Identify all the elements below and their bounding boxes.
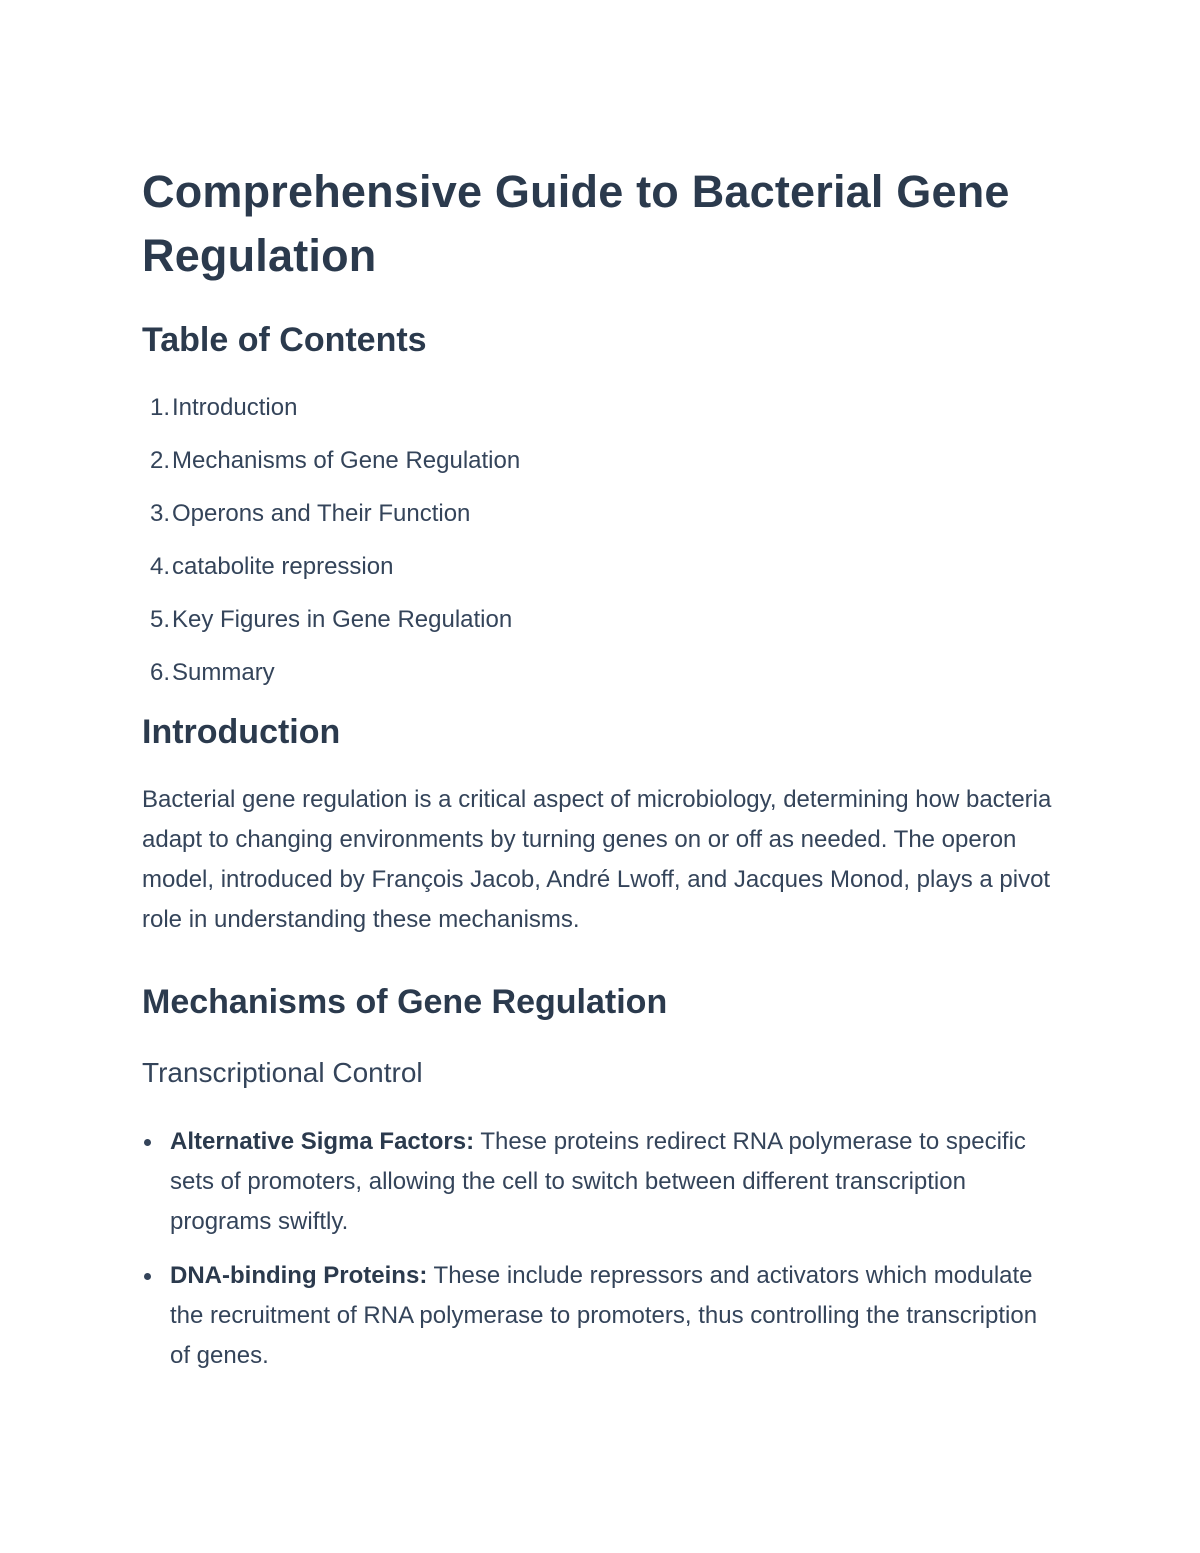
transcriptional-control-subheading: Transcriptional Control	[142, 1057, 423, 1088]
toc-item-key-figures[interactable]	[142, 604, 1057, 636]
mechanisms-heading: Mechanisms of Gene Regulation	[142, 983, 668, 1021]
toc-item-label: Introduction	[172, 394, 298, 421]
list-item	[142, 1122, 1057, 1242]
toc-heading: Table of Contents	[142, 321, 427, 359]
mechanisms-bullet-list	[142, 1122, 1057, 1376]
bullet-term: DNA-binding Proteins:	[170, 1262, 428, 1289]
list-item	[142, 1256, 1057, 1376]
introduction-heading: Introduction	[142, 713, 341, 751]
table-of-contents	[142, 392, 1057, 689]
document-page	[142, 160, 1057, 1390]
toc-item-label: Key Figures in Gene Regulation	[172, 606, 513, 633]
toc-item-number: 4.	[149, 553, 170, 580]
introduction-paragraph: Bacterial gene regulation is a critical aspect of microbiology, determining how bacteria adapt to changing environments by turning genes on or off as needed. The operon model, introduced by François Jacob, André Lwoff, and Jacques Monod, plays a pivot role in understanding these mechanisms.	[142, 786, 1052, 933]
toc-item-catabolite-repression[interactable]	[142, 551, 1057, 583]
bullet-icon	[144, 1273, 151, 1280]
bullet-term: Alternative Sigma Factors:	[170, 1128, 475, 1155]
toc-item-label: catabolite repression	[172, 553, 394, 580]
toc-item-number: 1.	[149, 394, 170, 421]
toc-item-introduction[interactable]	[142, 392, 1057, 424]
toc-item-number: 5.	[149, 606, 170, 633]
bullet-text: These include repressors and activators which modulate the recruitment of RNA polymerase to promoters, thus controlling the transcription of genes.	[170, 1262, 1038, 1369]
toc-item-label: Summary	[172, 659, 275, 686]
toc-item-number: 3.	[149, 500, 170, 527]
toc-item-mechanisms[interactable]	[142, 445, 1057, 477]
toc-item-summary[interactable]	[142, 657, 1057, 689]
toc-item-number: 2.	[149, 447, 170, 474]
toc-item-label: Operons and Their Function	[172, 500, 471, 527]
toc-item-operons[interactable]	[142, 498, 1057, 530]
bullet-text: These proteins redirect RNA polymerase to specific sets of promoters, allowing the cell to switch between different transcription programs swiftly.	[170, 1128, 1026, 1235]
bullet-icon	[144, 1139, 151, 1146]
toc-item-label: Mechanisms of Gene Regulation	[172, 447, 521, 474]
toc-item-number: 6.	[149, 659, 170, 686]
document-title: Comprehensive Guide to Bacterial Gene Regulation	[142, 166, 1010, 281]
